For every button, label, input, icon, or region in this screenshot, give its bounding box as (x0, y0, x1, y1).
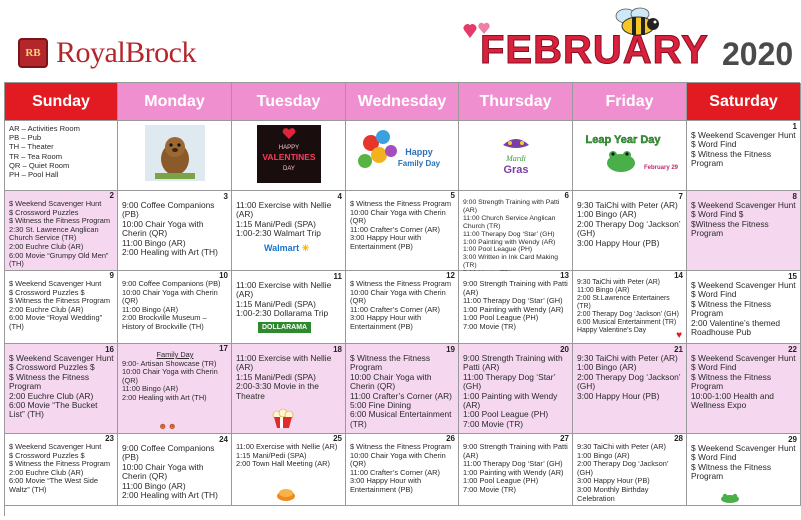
event-item: 11:00 Bingo (AR) (122, 304, 179, 314)
leap-year-date: February 29 (643, 165, 679, 171)
event-item: $ Word Find (691, 139, 737, 150)
event-item: 9:30 TaiChi with Peter (AR) (577, 279, 660, 286)
event-item: 9:00 Strength Training with Patti (AR) (463, 199, 560, 214)
event-item: 11:00 Bingo (AR) (577, 287, 630, 294)
day-cell-10 (118, 271, 232, 344)
day-cell-20 (459, 344, 573, 434)
event-item: 2:00 Euchre Club (AR) (9, 467, 84, 477)
event-item: $ Weekend Scavenger Hunt (9, 279, 102, 288)
event-item: 1:00 Bingo (AR) (577, 450, 630, 460)
leap-year-title: Leap Year Day (585, 134, 661, 146)
day-number: 27 (560, 434, 569, 443)
event-item: 2:00 Healing with Art (TH) (122, 392, 207, 402)
day-cell-5 (346, 191, 459, 271)
spark-icon: ✳ (299, 242, 310, 253)
event-item: 11:00 Therapy Dog ‘Star’ (GH) (463, 459, 563, 469)
valentines-line-1: HAPPY (278, 145, 300, 151)
event-item: $ Word Find (691, 289, 737, 300)
event-item: $ Weekend Scavenger Hunt (691, 443, 796, 453)
day-cell-image-tuesday (232, 121, 346, 191)
event-item: $ Weekend Scavenger Hunt (691, 353, 796, 363)
event-item: $ Witness the Fitness Program (9, 296, 111, 306)
event-item: 10:00 Chair Yoga with Cherin (QR) (350, 450, 446, 469)
valentines-line-3: DAY (283, 166, 295, 172)
event-item: 1:00 Bingo (AR) (577, 209, 637, 220)
event-item: 11:00 Exercise with Nellie (AR) (236, 280, 332, 300)
day-number: 5 (450, 191, 455, 200)
heart-icon: ♥ (676, 330, 682, 341)
event-item: 9:30 TaiChi with Peter (AR) (577, 200, 678, 210)
day-cell-6 (459, 191, 573, 271)
groundhog-day-icon (145, 125, 205, 181)
event-item: $Witness the Fitness Program (691, 218, 769, 239)
event-item: 6:00 Musical Entertainment (TR) (577, 319, 677, 326)
event-item: $ Witness the Fitness Program (350, 199, 452, 208)
event-item: 9:00 Strength Training with Patti (AR) (463, 279, 568, 297)
day-number: 16 (105, 345, 114, 354)
day-cell-23 (5, 434, 118, 506)
day-cell-13 (459, 271, 573, 344)
event-item: 2:00 Therapy Dog ‘Jackson’ (GH) (577, 218, 681, 239)
event-item: 11:00 Therapy Dog ‘Star’ (GH) (463, 371, 556, 392)
event-item: 11:00 Crafter’s Corner (AR) (350, 390, 452, 401)
event-item: $ Witness the Fitness Program (9, 371, 90, 392)
event-item: 11:00 Therapy Dog ‘Star’ (GH) (463, 230, 555, 238)
day-cell-1 (687, 121, 801, 191)
mardi-gras-icon (491, 125, 541, 183)
event-item: 11:00 Church Service Anglican Church (TR) (463, 214, 556, 230)
day-number: 1 (792, 122, 797, 131)
day-number: 24 (219, 435, 228, 444)
event-item: 9:00 Coffee Companions (PB) (122, 443, 215, 463)
day-number: 17 (219, 344, 228, 353)
event-item: 1:00-2:30 Dollarama Trip (236, 308, 329, 319)
day-cell-4 (232, 191, 346, 271)
event-item: 1:00 Pool League (PH) (463, 476, 539, 486)
event-item: 3:00 Happy Hour (PB) (577, 237, 660, 248)
event-item: 5:00 Fine Dining (350, 400, 411, 411)
event-item: 1:00 Painting with Wendy (AR) (463, 390, 558, 411)
event-item: $ Word Find (691, 362, 737, 373)
event-item: $ Word Find $ (691, 209, 744, 220)
walmart-logo (264, 244, 342, 253)
town-hall-icon (276, 484, 296, 502)
event-item: 1:00 Painting with Wendy (AR) (463, 467, 564, 477)
event-item: 1:15 Mani/Pedi (SPA) (236, 298, 316, 309)
day-header-saturday: Saturday (687, 83, 801, 121)
event-item: $ Witness the Fitness Program (691, 148, 772, 169)
event-item: 1:00 Pool League (PH) (463, 409, 549, 420)
event-item: 2:30 St. Lawrence Anglican Church Service (TR) (9, 224, 99, 243)
day-cell-12 (346, 271, 459, 344)
event-item: 2:00 St.Lawrence Entertainers (TR) (577, 295, 670, 310)
family-day-line-2: Family Day (397, 159, 440, 168)
calendar-header (0, 0, 800, 82)
event-item: 10:00 Chair Yoga with Cherin (QR) (122, 367, 218, 385)
legend-item: PH – Pool Hall (9, 170, 59, 180)
valentines-day-card (257, 125, 321, 183)
day-cell-22 (687, 344, 801, 434)
event-item: 11:00 Exercise with Nellie (AR) (236, 353, 332, 373)
event-item: 11:00 Bingo (AR) (122, 384, 179, 394)
event-item: 2:00 Brockville Museum – History of Brockville (TH) (122, 313, 207, 331)
day-header-friday: Friday (573, 83, 687, 121)
day-cell-7 (573, 191, 687, 271)
popcorn-icon (268, 409, 298, 429)
day-cell-16 (5, 344, 118, 434)
event-item: 11:00 Crafter’s Corner (AR) (350, 224, 440, 234)
event-item: 2:00 Euchre Club (AR) (9, 304, 84, 314)
event-item: 2:00 Town Hall Meeting (AR) (236, 459, 330, 469)
day-cell-14 (573, 271, 687, 344)
day-number: 29 (788, 435, 797, 444)
event-item: $ Witness the Fitness Program (9, 459, 111, 469)
event-item: 2:00 Therapy Dog ‘Jackson’ (GH) (577, 459, 669, 477)
event-item: $ Witness the Fitness Program (350, 353, 431, 373)
event-item: 6:00 Musical Entertainment (TR) (350, 409, 452, 429)
event-item: 1:00 Pool League (PH) (463, 246, 533, 254)
legend-item: QR – Quiet Room (9, 160, 70, 170)
day-cell-image-monday (118, 121, 232, 191)
day-number: 2 (109, 191, 114, 200)
day-cell-3 (118, 191, 232, 271)
event-item: $ Witness the Fitness Program (350, 442, 452, 451)
day-cell-24 (118, 434, 232, 506)
year-title: 2020 (722, 36, 794, 72)
dollarama-logo (258, 322, 311, 333)
day-number: 11 (333, 272, 342, 281)
day-number: 25 (333, 434, 342, 443)
day-cell-21 (573, 344, 687, 434)
legend-item: TH – Theater (9, 142, 54, 152)
event-item: $ Witness the Fitness Program (691, 298, 772, 319)
day-header-thursday: Thursday (459, 83, 573, 121)
event-item: $ Crossword Puzzles (9, 207, 79, 217)
event-item: 3:00 Monthly Birthday Celebration (577, 484, 649, 503)
event-item: $ Witness the Fitness Program (350, 279, 452, 288)
event-item: 1:00 Painting with Wendy (AR) (463, 304, 564, 314)
family-day-hands-icon (355, 125, 451, 183)
event-item: 11:00 Crafter’s Corner (AR) (350, 304, 440, 314)
event-item: $ Weekend Scavenger Hunt (691, 200, 796, 210)
event-item: 9:00- Artisan Showcase (TR) (122, 358, 217, 368)
month-title: FEBRUARY (480, 28, 709, 72)
day-number: 21 (674, 345, 683, 354)
legend-item: PB – Pub (9, 133, 42, 143)
walmart-logo-text: Walmart (264, 242, 300, 253)
event-item: 10:00 Chair Yoga with Cherin (QR) (350, 287, 446, 306)
event-item: 9:30 TaiChi with Peter (AR) (577, 353, 678, 363)
day-number: 4 (337, 192, 342, 201)
event-item: 1:00 Painting with Wendy (AR) (463, 238, 556, 246)
day-number: 6 (564, 191, 569, 200)
event-item: 7:00 Movie (TR) (463, 418, 524, 429)
event-item: 2:00-3:30 Movie in the Theatre (236, 381, 319, 401)
day-cell-image-friday (573, 121, 687, 191)
event-item: 10:00 Chair Yoga with Cherin (QR) (122, 461, 204, 482)
event-item: $ Witness the Fitness Program (691, 371, 772, 392)
day-number: 28 (674, 434, 683, 443)
event-item: 9:00 Coffee Companions (PB) (122, 279, 221, 288)
event-item: 1:00-2:30 Walmart Trip (236, 228, 321, 239)
event-item: 2:00 Healing with Art (TH) (122, 247, 218, 258)
royal-brock-logo (18, 38, 196, 68)
event-item: 10:00 Chair Yoga with Cherin (QR) (122, 218, 204, 239)
room-legend (5, 121, 118, 191)
day-cell-25 (232, 434, 346, 506)
day-cell-18 (232, 344, 346, 434)
legend-item: TR – Tea Room (9, 151, 63, 161)
event-item: $ Witness the Fitness Program (691, 461, 772, 482)
day-cell-image-thursday (459, 121, 573, 191)
event-item: 2:00 Healing with Art (TH) (122, 490, 218, 501)
event-item: $ Weekend Scavenger Hunt (9, 353, 114, 363)
event-item: 7:00 Movie (TR) (463, 484, 516, 494)
day-cell-28 (573, 434, 687, 506)
family-icon: ☻☻ (158, 421, 177, 432)
family-day-line-1: Happy (404, 147, 433, 157)
event-item: 3:00 Happy Hour with Entertainment (PB) (350, 233, 422, 251)
mardi-gras-line-2: Gras (503, 164, 529, 176)
day-number: 9 (109, 271, 114, 280)
event-item: 10:00-1:00 Health and Wellness Expo (691, 390, 774, 411)
day-cell-8 (687, 191, 801, 271)
event-item: 2:00 Euchre Club (AR) (9, 390, 94, 401)
day-number: 18 (333, 345, 342, 354)
day-number: 3 (223, 192, 228, 201)
event-item: $ Word Find (691, 452, 737, 463)
family-day-title: Family Day (156, 350, 194, 359)
event-item: 1:15 Mani/Pedi (SPA) (236, 371, 316, 382)
day-cell-11 (232, 271, 346, 344)
day-number: 22 (788, 345, 797, 354)
day-number: 8 (792, 192, 797, 201)
day-number: 10 (219, 271, 228, 280)
event-item: 10:00 Chair Yoga with Cherin (QR) (350, 207, 446, 226)
day-cell-image-wednesday (346, 121, 459, 191)
day-number: 15 (788, 272, 797, 281)
event-item: $ Weekend Scavenger Hunt (691, 280, 796, 290)
day-number: 14 (674, 271, 683, 280)
calendar-grid (4, 82, 800, 516)
event-item: 2:00 Therapy Dog ‘Jackson’ (GH) (577, 311, 679, 318)
event-item: 6:00 Movie “Grumpy Old Men” (TH) (9, 250, 109, 269)
event-item: $ Weekend Scavenger Hunt (691, 130, 796, 140)
day-number: 26 (446, 434, 455, 443)
event-item: 3:00 Happy Hour (PB) (577, 476, 650, 486)
day-cell-19 (346, 344, 459, 434)
event-item: 10:00 Chair Yoga with Cherin (QR) (122, 287, 218, 306)
event-item: 1:00 Bingo (AR) (577, 362, 637, 373)
event-item: 6:00 Movie “Royal Wedding” (TH) (9, 313, 103, 331)
day-cell-27 (459, 434, 573, 506)
day-cell-26 (346, 434, 459, 506)
event-item: 7:00 Movie (TR) (463, 321, 516, 331)
day-number: 7 (678, 192, 683, 201)
event-item: 9:00 Coffee Companions (PB) (122, 200, 215, 220)
event-item: $ Weekend Scavenger Hunt (9, 199, 102, 208)
day-header-tuesday: Tuesday (232, 83, 346, 121)
event-item: $ Crossword Puzzles $ (9, 287, 85, 297)
day-number: 13 (560, 271, 569, 280)
event-item: 1:15 Mani/Pedi (SPA) (236, 450, 307, 460)
event-item: $ Weekend Scavenger Hunt (9, 442, 102, 451)
logo-text: RoyalBrock (56, 36, 196, 69)
event-item: 11:00 Exercise with Nellie (AR) (236, 442, 338, 451)
event-item: Happy Valentine’s Day (577, 327, 647, 334)
event-item: 2:00 Euchre Club (AR) (9, 241, 84, 251)
crest-icon: RB (18, 38, 48, 68)
day-number: 12 (446, 271, 455, 280)
mardi-gras-line-1: Mardi (506, 154, 526, 163)
event-item: 9:30 TaiChi with Peter (AR) (577, 442, 666, 451)
day-number: 19 (446, 345, 455, 354)
day-number: 23 (105, 434, 114, 443)
day-cell-17 (118, 344, 232, 434)
event-item: 11:00 Exercise with Nellie (AR) (236, 200, 332, 220)
legend-item: AR – Activities Room (9, 124, 80, 133)
day-cell-9 (5, 271, 118, 344)
event-item: 9:00 Strength Training with Patti (AR) (463, 442, 568, 460)
event-item: 11:00 Bingo (AR) (122, 480, 186, 491)
leap-year-frog-icon (577, 125, 683, 183)
day-number: 20 (560, 345, 569, 354)
event-item: 2:00 Therapy Dog ‘Jackson’ (GH) (577, 371, 681, 392)
event-item: 6:00 Movie “The Bucket List” (TH) (9, 400, 98, 420)
event-item: 3:00 Happy Hour with Entertainment (PB) (350, 313, 422, 331)
valentines-line-2: VALENTINES (262, 152, 316, 162)
day-header-sunday: Sunday (5, 83, 118, 121)
event-item: $ Witness the Fitness Program (9, 216, 111, 226)
day-header-monday: Monday (118, 83, 232, 121)
event-item: $ Crossword Puzzles $ (9, 450, 85, 460)
event-item: 11:00 Bingo (AR) (122, 237, 186, 248)
event-item: 11:00 Therapy Dog ‘Star’ (GH) (463, 296, 563, 306)
event-item: 1:15 Mani/Pedi (SPA) (236, 218, 316, 229)
day-cell-29 (687, 434, 801, 506)
event-item: 3:00 Written in Ink Card Making (TR) (463, 254, 559, 270)
event-item: 11:00 Crafter’s Corner (AR) (350, 467, 440, 477)
day-header-wednesday: Wednesday (346, 83, 459, 121)
event-item: 10:00 Chair Yoga with Cherin (QR) (350, 371, 432, 392)
event-item: 2:00 Valentine’s themed Roadhouse Pub (691, 317, 781, 338)
event-item: 3:00 Happy Hour (PB) (577, 390, 660, 401)
event-item: 3:00 Happy Hour with Entertainment (PB) (350, 476, 422, 494)
day-cell-15 (687, 271, 801, 344)
event-item: 1:00 Pool League (PH) (463, 313, 539, 323)
leap-frog-icon (717, 492, 743, 504)
event-item: 6:00 Movie “The West Side Waltz” (TH) (9, 476, 99, 494)
event-item: $ Crossword Puzzles $ (9, 362, 95, 373)
day-cell-2 (5, 191, 118, 271)
dollarama-logo-text: DOLLARAMA (262, 323, 308, 331)
event-item: 9:00 Strength Training with Patti (AR) (463, 353, 563, 373)
